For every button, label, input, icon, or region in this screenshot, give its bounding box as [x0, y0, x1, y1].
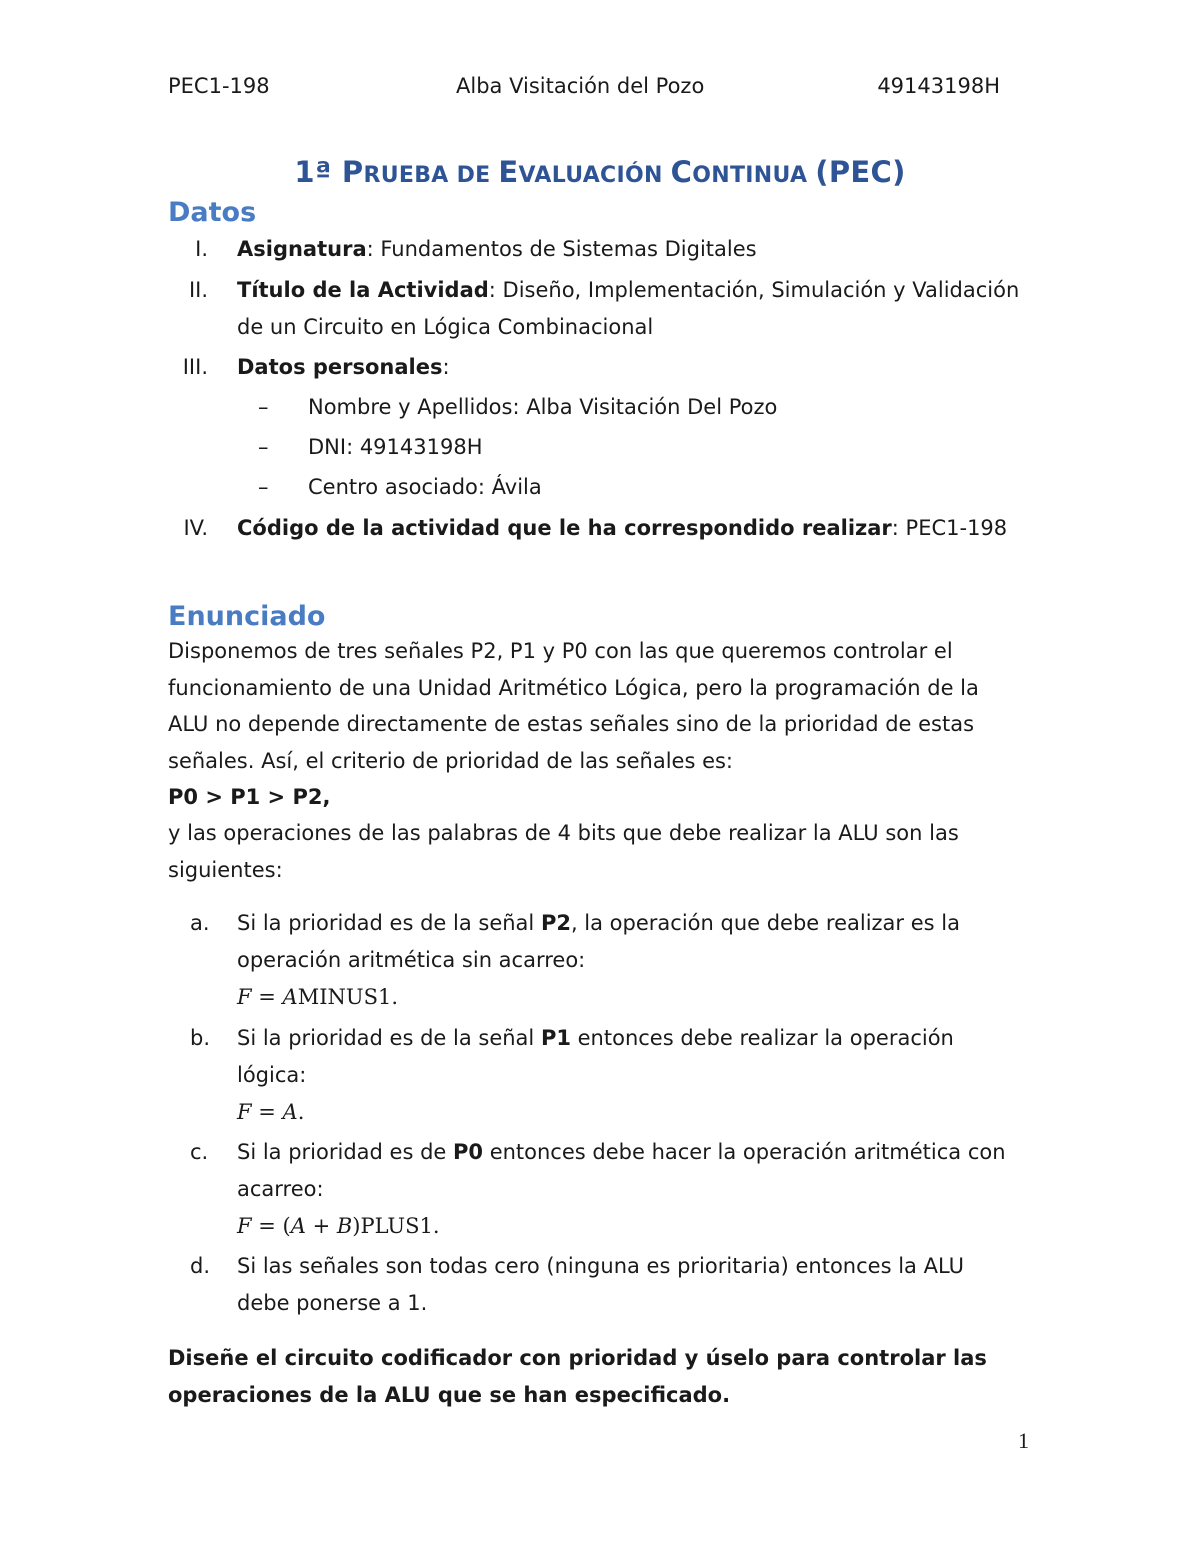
header-dni: 49143198H	[877, 74, 1000, 98]
dash-bullet: –	[258, 475, 269, 499]
title-part: C	[670, 155, 693, 189]
item-text: Si la prioridad es de la señal	[237, 1026, 541, 1050]
page-header	[168, 74, 1000, 104]
item-letter: a.	[190, 911, 210, 935]
item-text: entonces debe hacer la operación aritmética con acarreo:	[237, 1140, 1006, 1201]
title-part: VALUACIÓN	[518, 163, 671, 188]
personal-text: Centro asociado: Ávila	[308, 475, 542, 499]
header-author: Alba Visitación del Pozo	[456, 74, 705, 98]
item-text: : Diseño, Implementación, Simulación y Validación de un Circuito en Lógica Combinacional	[237, 278, 1020, 339]
title-part: RUEBA	[363, 163, 457, 188]
task-statement: Diseñe el circuito codificador con prioridad y úselo para controlar las operaciones de la ALU que se han especificado.	[168, 1346, 987, 1407]
signal-name: P1	[540, 1026, 571, 1050]
item-letter: d.	[190, 1254, 211, 1278]
title-part: ONTINUA	[692, 163, 816, 188]
item-text: , la operación que debe realizar es la operación aritmética sin acarreo:	[237, 911, 960, 972]
title-part: DE	[456, 163, 499, 188]
item-text: : Fundamentos de Sistemas Digitales	[366, 237, 757, 261]
personal-text: Nombre y Apellidos: Alba Visitación Del Pozo	[308, 395, 778, 419]
document-title	[0, 155, 1200, 189]
item-text: : PEC1-198	[891, 516, 1008, 540]
item-text: :	[442, 355, 450, 379]
header-code: PEC1-198	[168, 74, 270, 98]
signal-name: P0	[453, 1140, 484, 1164]
enunciado-intro: Disponemos de tres señales P2, P1 y P0 con las que queremos controlar el funcionamiento de una Unidad Aritmético Lógica, pero la programación de la ALU no depende directamente de estas señales sino de la prioridad de estas señales. Así, el criterio de prioridad de las señales es:	[168, 639, 979, 773]
operations-intro: y las operaciones de las palabras de 4 bits que debe realizar la ALU son las siguientes:	[168, 821, 959, 882]
page-number: 1	[1018, 1428, 1029, 1453]
formula: F = AMINUS1.	[237, 985, 398, 1009]
title-prefix: 1ª	[294, 155, 342, 189]
dash-bullet: –	[258, 435, 269, 459]
title-part: E	[498, 155, 519, 189]
section-heading-datos: Datos	[168, 197, 257, 228]
item-letter: c.	[190, 1140, 209, 1164]
priority-criteria: P0 > P1 > P2,	[168, 785, 331, 809]
formula: F = (A + B)PLUS1.	[237, 1214, 440, 1238]
item-label: Título de la Actividad	[237, 278, 489, 302]
item-text: Si las señales son todas cero (ninguna es prioritaria) entonces la ALU debe ponerse a 1.	[237, 1254, 964, 1315]
item-letter: b.	[190, 1026, 211, 1050]
section-heading-enunciado: Enunciado	[168, 601, 326, 632]
personal-text: DNI: 49143198H	[308, 435, 483, 459]
item-number: III.	[182, 355, 208, 379]
item-text: Si la prioridad es de	[237, 1140, 453, 1164]
item-label: Datos personales	[237, 355, 443, 379]
item-text: entonces debe realizar la operación lógica:	[237, 1026, 954, 1087]
item-number: IV.	[183, 516, 208, 540]
item-label: Código de la actividad que le ha correspondido realizar	[237, 516, 892, 540]
title-part: (PEC)	[815, 155, 906, 189]
item-number: II.	[188, 278, 208, 302]
formula: F = A.	[237, 1100, 305, 1124]
item-text: Si la prioridad es de la señal	[237, 911, 541, 935]
title-part: P	[341, 155, 364, 189]
item-number: I.	[195, 237, 208, 261]
signal-name: P2	[540, 911, 571, 935]
dash-bullet: –	[258, 395, 269, 419]
item-label: Asignatura	[237, 237, 367, 261]
